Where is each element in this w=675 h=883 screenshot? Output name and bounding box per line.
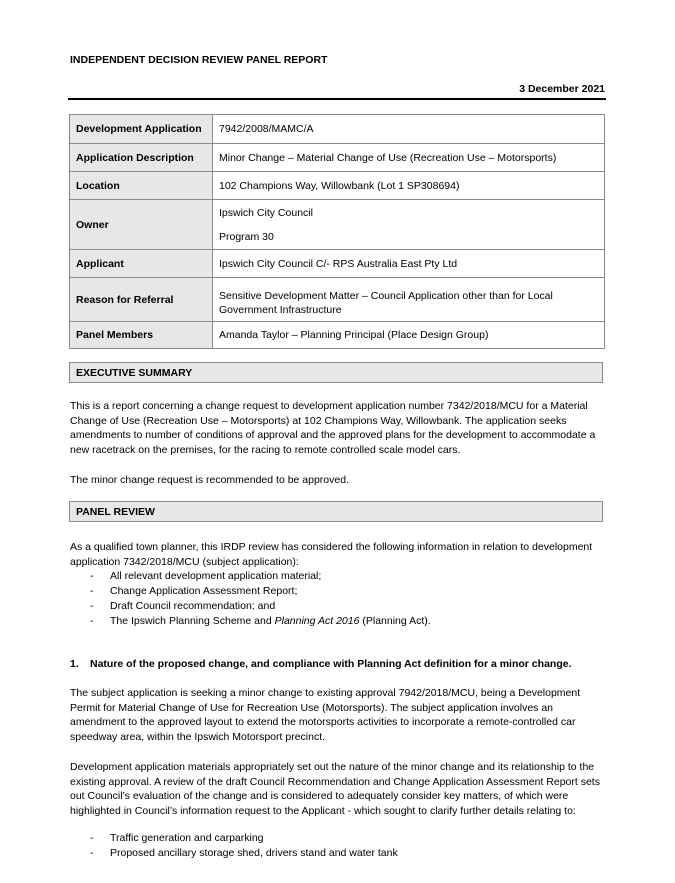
row-value: Amanda Taylor – Planning Principal (Place Design Group) xyxy=(213,322,605,349)
item-text: The Ipswich Planning Scheme and xyxy=(110,615,275,627)
application-info-table xyxy=(69,114,605,349)
table-row xyxy=(70,172,605,200)
header-rule xyxy=(68,98,606,100)
recommendation-paragraph: The minor change request is recommended to be approved. xyxy=(70,474,349,486)
table-row xyxy=(70,200,605,250)
row-value: 7942/2008/MAMC/A xyxy=(213,115,605,144)
row-key: Panel Members xyxy=(70,322,213,349)
row-key: Location xyxy=(70,172,213,200)
list-item: - Traffic generation and carparking xyxy=(88,831,398,846)
row-value: Ipswich City Council C/- RPS Australia East Pty Ltd xyxy=(213,250,605,278)
executive-summary-heading: EXECUTIVE SUMMARY xyxy=(69,362,603,383)
row-value xyxy=(213,200,605,250)
executive-summary-paragraph: This is a report concerning a change request to development application number 7342/2018/MCU for a Material Change of Use (Recreation Use – Motorsports) at 102 Champions Way, Willowbank. The application seeks amendments to number of conditions of approval and the approved plans for the development to accommodate a new racetrack on the premises, for the racing to remote controlled scale model cars. xyxy=(70,400,596,456)
item-text: (Planning Act). xyxy=(359,615,431,627)
list-item: - All relevant development application material; xyxy=(88,569,431,584)
list-item: - Draft Council recommendation; and xyxy=(88,599,431,614)
row-value: Minor Change – Material Change of Use (Recreation Use – Motorsports) xyxy=(213,144,605,172)
section-1-paragraph-2: Development application materials appropriately set out the nature of the minor change and its relationship to the existing approval. A review of the draft Council Recommendation and Change Application Assessment Report sets out Council’s evaluation of the change and is considered to adequately consider key matters, of which were highlighted in Council’s information request to the Applicant - which sought to clarify further details relating to: xyxy=(70,761,600,817)
row-value: 102 Champions Way, Willowbank (Lot 1 SP308694) xyxy=(213,172,605,200)
panel-review-intro: As a qualified town planner, this IRDP review has considered the following information in relation to development application 7342/2018/MCU (subject application): xyxy=(70,541,593,568)
act-title: Planning Act 2016 xyxy=(274,615,360,627)
row-key: Reason for Referral xyxy=(70,278,213,322)
row-key: Development Application xyxy=(70,115,213,144)
section-1-heading xyxy=(70,658,572,670)
owner-line-2: Program 30 xyxy=(219,230,274,243)
report-title: INDEPENDENT DECISION REVIEW PANEL REPORT xyxy=(70,54,328,66)
table-row xyxy=(70,250,605,278)
section-1-paragraph-1: The subject application is seeking a minor change to existing approval 7942/2018/MCU, being a Development Permit for Material Change of Use for Recreation Use (Motorsports). The subject application involves an amendment to the approved layout to extend the motorsports activities to incorporate a remote-controlled car speedway area, within the Ipswich Motorsport precinct. xyxy=(70,687,581,743)
list-item xyxy=(88,614,431,629)
row-key: Application Description xyxy=(70,144,213,172)
clarified-details-list xyxy=(88,831,398,861)
table-row xyxy=(70,278,605,322)
list-item: - Proposed ancillary storage shed, drivers stand and water tank xyxy=(88,846,398,861)
row-value: Sensitive Development Matter – Council Application other than for Local Government Infrastructure xyxy=(213,278,605,322)
row-key: Owner xyxy=(70,200,213,250)
section-number: 1. xyxy=(70,658,79,670)
reviewed-materials-list xyxy=(88,569,431,629)
owner-line-1: Ipswich City Council xyxy=(219,206,313,219)
row-key: Applicant xyxy=(70,250,213,278)
table-row xyxy=(70,144,605,172)
table-row xyxy=(70,322,605,349)
section-title: Nature of the proposed change, and compliance with Planning Act definition for a minor change. xyxy=(90,658,572,670)
report-date: 3 December 2021 xyxy=(519,83,605,95)
panel-review-heading: PANEL REVIEW xyxy=(69,501,603,522)
list-item: - Change Application Assessment Report; xyxy=(88,584,431,599)
table-row xyxy=(70,115,605,144)
